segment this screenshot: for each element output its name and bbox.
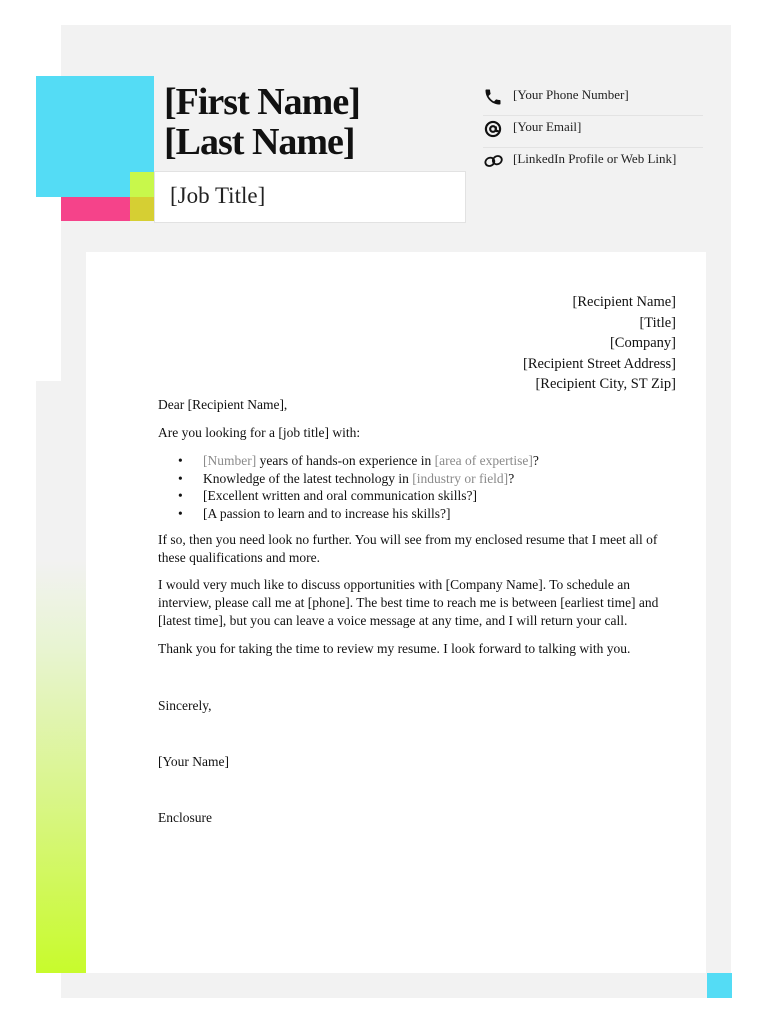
list-item: • [Number] years of hands-on experience in [area of expertise]?	[158, 452, 678, 470]
paragraph-qualifications: If so, then you need look no further. You will see from my enclosed resume that I meet all of these qualifications and more.	[158, 532, 658, 565]
list-item: • [A passion to learn and to increase his skills?]	[158, 505, 678, 523]
recipient-city: [Recipient City, ST Zip]	[535, 376, 676, 392]
recipient-street: [Recipient Street Address]	[522, 355, 676, 372]
intro-line: Are you looking for a [job title] with:	[158, 425, 361, 440]
contact-email-row	[483, 116, 703, 148]
phone-icon	[483, 87, 505, 107]
list-item: • Knowledge of the latest technology in [industry or field]?	[158, 470, 678, 488]
placeholder-industry: [industry or field]	[412, 470, 509, 486]
signature-name: [Your Name]	[158, 754, 229, 769]
applicant-name	[164, 82, 360, 162]
paragraph-thanks: Thank you for taking the time to review my resume. I look forward to talking with you.	[158, 641, 631, 656]
link-icon	[483, 151, 505, 171]
list-item: • [Excellent written and oral communication skills?]	[158, 487, 678, 505]
paragraph-contact: I would very much like to discuss opportunities with [Company Name]. To schedule an interview, please call me at [phone]. The best time to reach me is between [earliest time] and [latest time], but you can leave a voice message at any time, and I will return your call.	[158, 577, 659, 628]
olive-accent-block	[130, 197, 154, 221]
email-address: [Your Email]	[513, 119, 582, 134]
web-link: [LinkedIn Profile or Web Link]	[513, 151, 677, 166]
contact-phone-row	[483, 84, 703, 116]
lime-accent-block	[130, 172, 154, 197]
contact-info	[483, 84, 703, 179]
contact-link-row	[483, 148, 703, 179]
placeholder-expertise: [area of expertise]	[434, 453, 533, 468]
at-sign-icon	[483, 119, 505, 139]
salutation: Dear [Recipient Name],	[158, 397, 288, 412]
closing: Sincerely,	[158, 698, 212, 713]
qualification-list	[158, 452, 678, 522]
placeholder-number: [Number]	[203, 453, 257, 468]
gradient-side-bar	[36, 381, 86, 973]
last-name: [Last Name]	[164, 121, 355, 163]
recipient-company: [Company]	[609, 335, 676, 351]
cyan-corner-block	[707, 973, 732, 998]
job-title: [Job Title]	[170, 183, 266, 208]
first-name: [First Name]	[164, 81, 360, 123]
recipient-address	[523, 292, 676, 395]
recipient-title: [Title]	[639, 314, 676, 331]
pink-accent-block	[61, 197, 130, 221]
job-title-box	[154, 171, 466, 223]
enclosure-note: Enclosure	[158, 810, 212, 825]
recipient-name: [Recipient Name]	[572, 294, 676, 310]
phone-number: [Your Phone Number]	[513, 87, 629, 102]
